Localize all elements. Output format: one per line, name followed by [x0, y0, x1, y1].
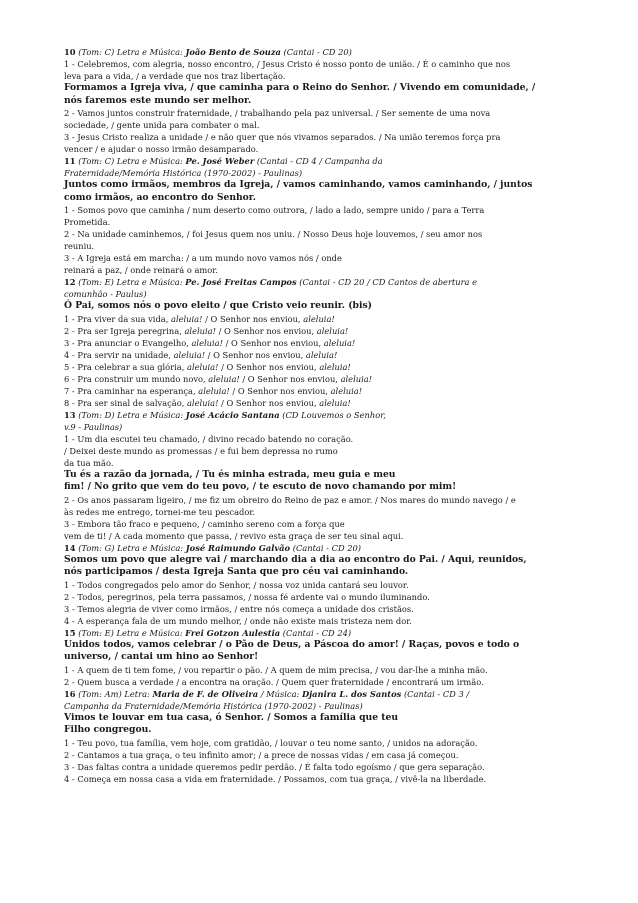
alleluia-text: aleluia! — [173, 349, 206, 360]
chorus-line: Vimos te louvar em tua casa, ó Senhor. / Somos a família que teu — [64, 711, 399, 723]
verse-line: 2 - Quem busca a verdade / a encontra na oração. / Quem quer fraternidade / encontrará um irmão. — [64, 676, 484, 687]
verse-line: sociedade, / gente unida para combater o mal. — [64, 120, 260, 130]
author-name: Djanira L. dos Santos — [301, 688, 402, 699]
song-info: Fraternidade/Memória Histórica (1970-2002) - Paulinas) — [64, 168, 303, 178]
song-info: (Cantai - CD 20) — [290, 542, 362, 553]
verse-line: 2 - Na unidade caminhemos, / foi Jesus quem nos uniu. / Nosso Deus hoje louvemos, / seu amor nos — [64, 229, 483, 239]
song-header — [64, 700, 578, 712]
chorus-line: nós participamos / desta Igreja Santa que pro céu vai caminhando. — [64, 566, 409, 577]
song-number: 10 — [64, 47, 76, 57]
song-info: v.9 - Paulinas) — [64, 421, 123, 432]
song-header — [64, 288, 578, 300]
verse-line: 1 - Celebremos, com alegria, nosso encontro, / Jesus Cristo é nosso ponto de união. / É o caminho que nos — [64, 59, 511, 69]
verse-line — [64, 361, 578, 373]
chorus-line: nós faremos este mundo ser melhor. — [64, 94, 252, 106]
song-11 — [64, 155, 578, 276]
verse-text: 5 - Pra celebrar a sua glória, — [64, 361, 188, 372]
author-name: Maria de F. de Oliveira — [152, 688, 259, 699]
song-info: (Cantai - CD 3 / — [401, 688, 470, 699]
song-15 — [64, 627, 578, 688]
song-info: (Tom: D) Letra e Música: — [78, 409, 186, 420]
song-10 — [64, 46, 578, 155]
author-name: José Acácio Santana — [185, 409, 280, 420]
chorus-line: Filho congregou. — [64, 724, 152, 735]
song-header — [64, 421, 578, 433]
verse-line: 2 - Cantamos a tua graça, o teu infinito amor; / a prece de nossas vidas / em casa já começou. — [64, 749, 459, 760]
song-16 — [64, 688, 578, 785]
verse-text: 4 - Pra servir na unidade, — [64, 349, 174, 360]
verse-line: 4 - A esperança fala de um mundo melhor, / onde não existe mais tristeza nem dor. — [64, 615, 412, 626]
author-name: Pe. José Weber — [185, 156, 255, 166]
verse-line: 1 - Um dia escutei teu chamado, / divino recado batendo no coração. — [64, 433, 354, 444]
verse-line: vem de ti! / A cada momento que passa, / revivo esta graça de ser teu sinal aqui. — [64, 530, 404, 541]
song-header — [64, 167, 578, 179]
chorus-line: Tu és a razão da jornada, / Tu és minha estrada, meu guia e meu — [64, 468, 396, 480]
verse-text: 6 - Pra construir um mundo novo, — [64, 373, 209, 384]
song-info: (Tom: E) Letra e Música: — [78, 277, 186, 287]
alleluia-text: aleluia! — [303, 313, 335, 324]
song-header — [64, 276, 578, 288]
song-12 — [64, 276, 578, 409]
verse-line — [64, 349, 578, 361]
verse-line: 1 - A quem de ti tem fome, / vou repartir o pão. / A quem de mim precisa, / vou dar-lhe a minha mão. — [64, 664, 488, 675]
author-name: José Raimundo Galvão — [185, 542, 291, 553]
verse-text: / O Senhor nos enviou, — [202, 313, 304, 324]
verse-line: 3 - Temos alegria de viver como irmãos, / entre nós começa a unidade dos cristãos. — [64, 603, 414, 614]
verse-text: / O Senhor nos enviou, — [222, 337, 324, 348]
verse-line: 1 - Somos povo que caminha / num deserto como outrora, / lado a lado, sempre unido / para a Terra — [64, 205, 485, 215]
song-header — [64, 688, 578, 700]
chorus-line: como irmãos, ao encontro do Senhor. — [64, 191, 257, 203]
song-number: 13 — [64, 409, 76, 420]
verse-line: da tua mão. — [64, 457, 114, 468]
verse-line: 1 - Teu povo, tua família, vem hoje, com gratidão, / louvar o teu nome santo, / unidos na adoração. — [64, 737, 478, 748]
verse-line: reinará a paz, / onde reinará o amor. — [64, 265, 218, 275]
alleluia-text: aleluia! — [330, 385, 363, 396]
alleluia-text: aleluia! — [191, 337, 223, 348]
song-number: 15 — [64, 627, 76, 638]
verse-line: 2 - Vamos juntos construir fraternidade, / trabalhando pela paz universal. / Ser semente de uma nova — [64, 108, 491, 118]
alleluia-text: aleluia! — [340, 373, 373, 384]
verse-text: 1 - Pra viver da sua vida, — [64, 313, 171, 324]
song-info: (CD Louvemos o Senhor, — [279, 409, 386, 420]
chorus-line: Juntos como irmãos, membros da Igreja, / vamos caminhando, vamos caminhando, / juntos — [64, 179, 533, 190]
verse-line: 3 - Jesus Cristo realiza a unidade / e não quer que nós vivamos separados. / Na união teremos força pra — [64, 132, 501, 142]
chorus-line: Formamos a Igreja viva, / que caminha para o Reino do Senhor. / Vivendo em comunidade, / — [64, 82, 536, 93]
verse-line — [64, 397, 578, 409]
song-info: / Música: — [258, 688, 302, 699]
alleluia-text: aleluia! — [316, 325, 349, 336]
song-header — [64, 155, 578, 167]
verse-text: / O Senhor nos enviou, — [218, 397, 320, 408]
song-header — [64, 409, 578, 421]
song-info: (Cantai - CD 4 / Campanha da — [254, 156, 383, 166]
alleluia-text: aleluia! — [305, 349, 338, 360]
verse-line: leva para a vida, / a verdade que nos traz libertação. — [64, 71, 286, 81]
verse-line: reuniu. — [64, 241, 95, 251]
verse-line — [64, 385, 578, 397]
song-14 — [64, 542, 578, 627]
alleluia-text: aleluia! — [323, 337, 356, 348]
alleluia-text: aleluia! — [171, 313, 203, 324]
verse-text: / O Senhor nos enviou, — [218, 361, 320, 372]
alleluia-text: aleluia! — [319, 361, 351, 372]
verse-line: Prometida. — [64, 217, 111, 227]
song-number: 12 — [64, 277, 76, 287]
verse-line: 4 - Começa em nossa casa a vida em fraternidade. / Possamos, com tua graça, / vivê-la na liberdade. — [64, 773, 487, 784]
chorus-line: Ó Pai, somos nós o povo eleito / que Cristo veio reunir. (bis) — [64, 300, 372, 311]
verse-line: 3 - A Igreja está em marcha: / a um mundo novo vamos nós / onde — [64, 253, 342, 263]
song-info: (Cantai - CD 20) — [280, 47, 352, 57]
verse-line — [64, 325, 578, 337]
verse-line: 2 - Os anos passaram ligeiro, / me fiz um obreiro do Reino de paz e amor. / Nos mares do mundo navego / e — [64, 494, 516, 505]
author-name: João Bento de Souza — [185, 47, 281, 57]
song-number: 16 — [64, 688, 76, 699]
verse-text: 8 - Pra ser sinal de salvação, — [64, 397, 187, 408]
verse-text: / O Senhor nos enviou, — [205, 349, 306, 360]
alleluia-text: aleluia! — [208, 373, 240, 384]
song-info: (Tom: C) Letra e Música: — [78, 47, 186, 57]
verse-line: vencer / e ajudar o nosso irmão desamparado. — [64, 144, 259, 154]
verse-text: 7 - Pra caminhar na esperança, — [64, 385, 199, 396]
alleluia-text: aleluia! — [319, 397, 351, 408]
author-name: Frei Gotzon Aulestia — [185, 627, 281, 638]
song-header — [64, 627, 578, 639]
verse-line: / Deixei deste mundo as promessas / e fui bem depressa no rumo — [64, 445, 338, 456]
song-info: (Cantai - CD 20 / CD Cantos de abertura e — [296, 277, 478, 287]
verse-line — [64, 373, 578, 385]
verse-text: 2 - Pra ser Igreja peregrina, — [64, 325, 185, 336]
song-info: Campanha da Fraternidade/Memória Histórica (1970-2002) - Paulinas) — [64, 700, 363, 711]
author-name: Pe. José Freitas Campos — [185, 277, 297, 287]
verse-line: 3 - Das faltas contra a unidade queremos pedir perdão. / É falta todo egoísmo / que gera separação. — [64, 761, 485, 772]
alleluia-text: aleluia! — [187, 361, 219, 372]
verse-text: / O Senhor nos enviou, — [239, 373, 341, 384]
songbook-page — [64, 46, 578, 785]
song-number: 11 — [64, 156, 76, 166]
verse-line: 1 - Todos congregados pelo amor do Senhor, / nossa voz unida cantará seu louvor. — [64, 579, 409, 590]
verse-line: 2 - Todos, peregrinos, pela terra passamos, / nossa fé ardente vai o mundo iluminando. — [64, 591, 430, 602]
chorus-line: fim! / No grito que vem do teu povo, / te escuto de novo chamando por mim! — [64, 481, 457, 492]
verse-line — [64, 337, 578, 349]
song-info: (Tom: Am) Letra: — [78, 688, 153, 699]
song-info: (Tom: E) Letra e Música: — [78, 627, 186, 638]
song-info: comunhão - Paulus) — [64, 289, 147, 299]
song-info: (Cantai - CD 24) — [280, 627, 352, 638]
song-header — [64, 46, 578, 58]
verse-line: às redes me entrego, tornei-me teu pescador. — [64, 506, 256, 517]
song-header — [64, 542, 578, 554]
alleluia-text: aleluia! — [198, 385, 230, 396]
alleluia-text: aleluia! — [184, 325, 216, 336]
verse-line — [64, 313, 578, 325]
song-13 — [64, 409, 578, 542]
song-info: (Tom: C) Letra e Música: — [78, 156, 186, 166]
song-number: 14 — [64, 542, 76, 553]
song-info: (Tom: G) Letra e Música: — [78, 542, 186, 553]
chorus-line: Unidos todos, vamos celebrar / o Pão de Deus, a Páscoa do amor! / Raças, povos e todo o — [64, 638, 520, 650]
verse-text: 3 - Pra anunciar o Evangelho, — [64, 337, 192, 348]
chorus-line: universo, / cantai um hino ao Senhor! — [64, 651, 259, 662]
chorus-line: Somos um povo que alegre vai / marchando dia a dia ao encontro do Pai. / Aqui, reunidos, — [64, 553, 527, 565]
verse-text: / O Senhor nos enviou, — [215, 325, 317, 336]
verse-text: / O Senhor nos enviou, — [229, 385, 331, 396]
alleluia-text: aleluia! — [186, 397, 219, 408]
verse-line: 3 - Embora tão fraco e pequeno, / caminho sereno com a força que — [64, 518, 345, 529]
